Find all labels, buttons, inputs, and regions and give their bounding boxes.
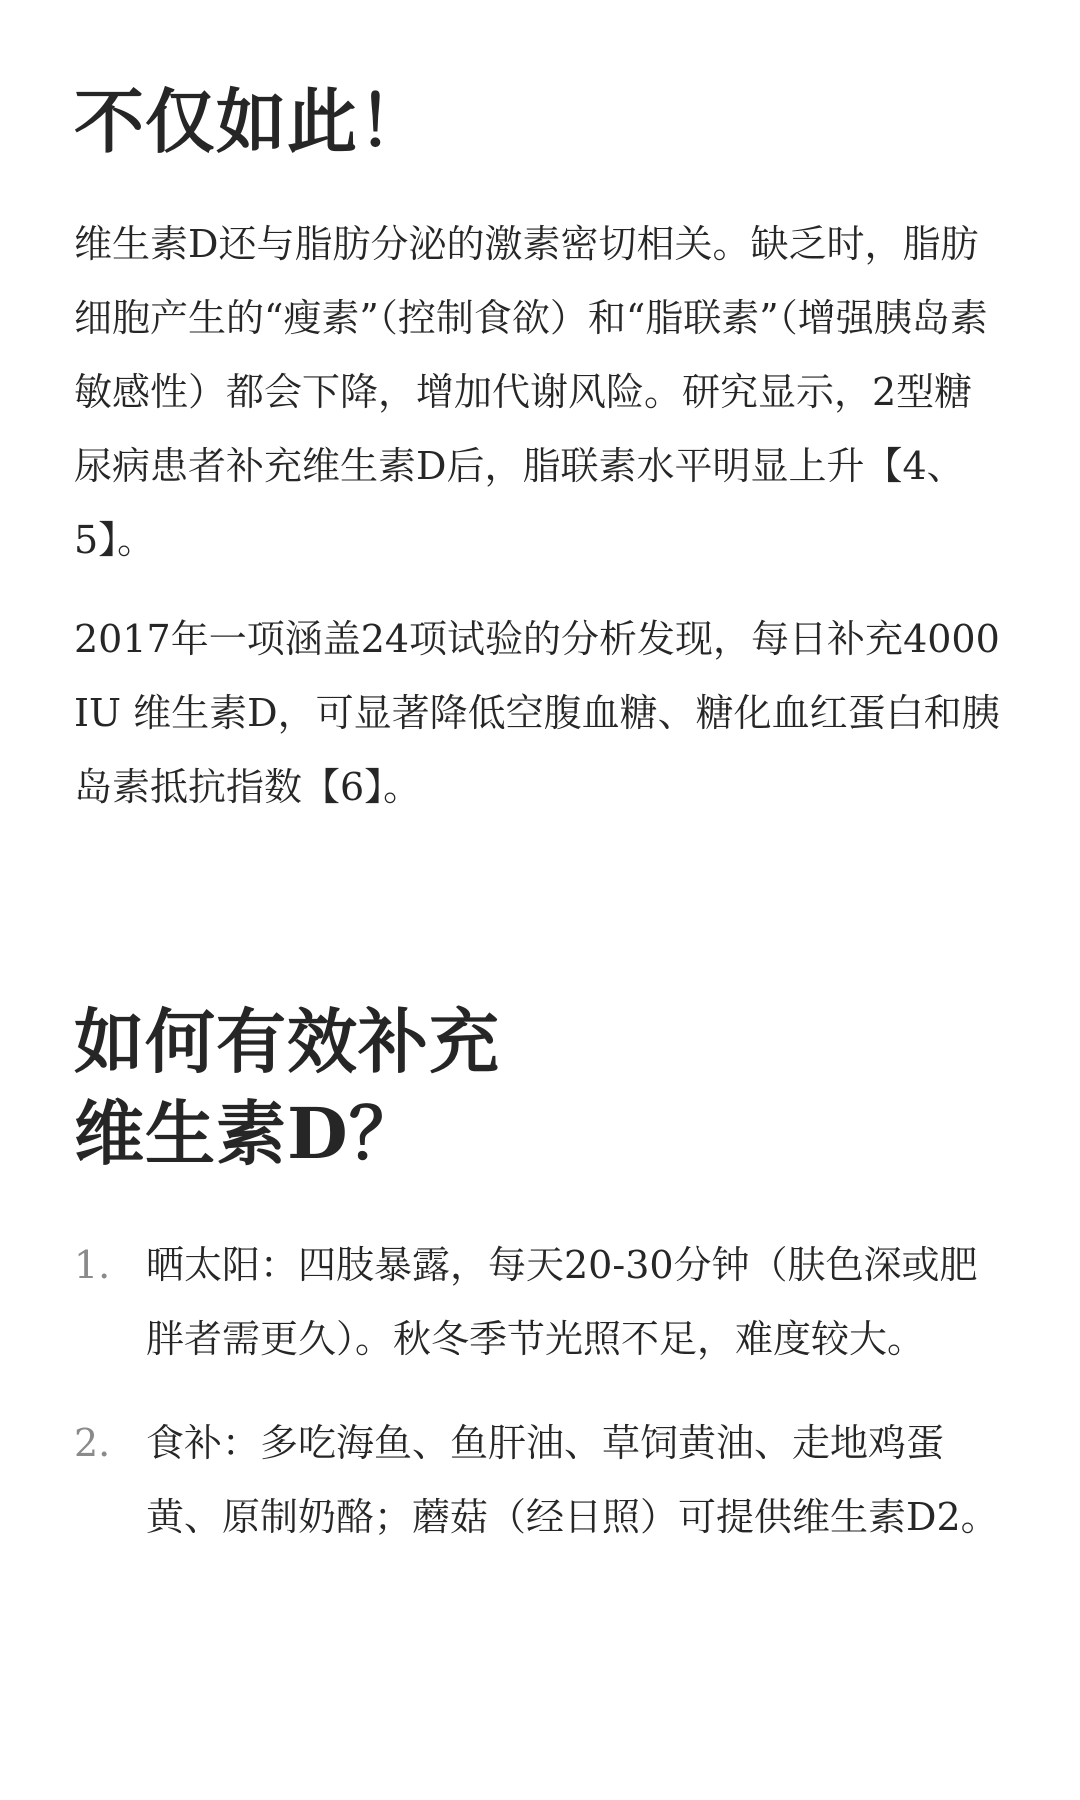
list-item-sunlight (74, 1228, 1014, 1376)
list-item-text: 晒太阳：四肢暴露，每天20-30分钟（肤色深或肥胖者需更久）。秋冬季节光照不足，难度较大。 (146, 1243, 978, 1361)
article-body (74, 76, 1024, 1554)
supplement-method-list (74, 1228, 1024, 1554)
paragraph-meta-analysis: 2017年一项涵盖24项试验的分析发现，每日补充4000 IU 维生素D，可显著降低空腹血糖、糖化血红蛋白和胰岛素抵抗指数【6】。 (74, 617, 1000, 809)
list-number: 2. (74, 1421, 111, 1465)
heading-line-1: 如何有效补充 (74, 1000, 500, 1083)
section-heading-moreover: 不仅如此！ (74, 80, 429, 163)
list-number: 1. (74, 1243, 111, 1287)
heading-line-2: 维生素D？ (74, 1092, 420, 1175)
list-item-diet (74, 1406, 1014, 1554)
section-heading-how-to-supplement (74, 996, 1024, 1180)
list-item-text: 食补：多吃海鱼、鱼肝油、草饲黄油、走地鸡蛋黄、原制奶酪；蘑菇（经日照）可提供维生素D2。 (146, 1421, 999, 1539)
paragraph-leptin-adiponectin: 维生素D还与脂肪分泌的激素密切相关。缺乏时，脂肪细胞产生的“瘦素”（控制食欲）和“脂联素”（增强胰岛素敏感性）都会下降，增加代谢风险。研究显示，2型糖尿病患者补充维生素D后，脂联素水平明显上升【4、5】。 (74, 222, 988, 562)
